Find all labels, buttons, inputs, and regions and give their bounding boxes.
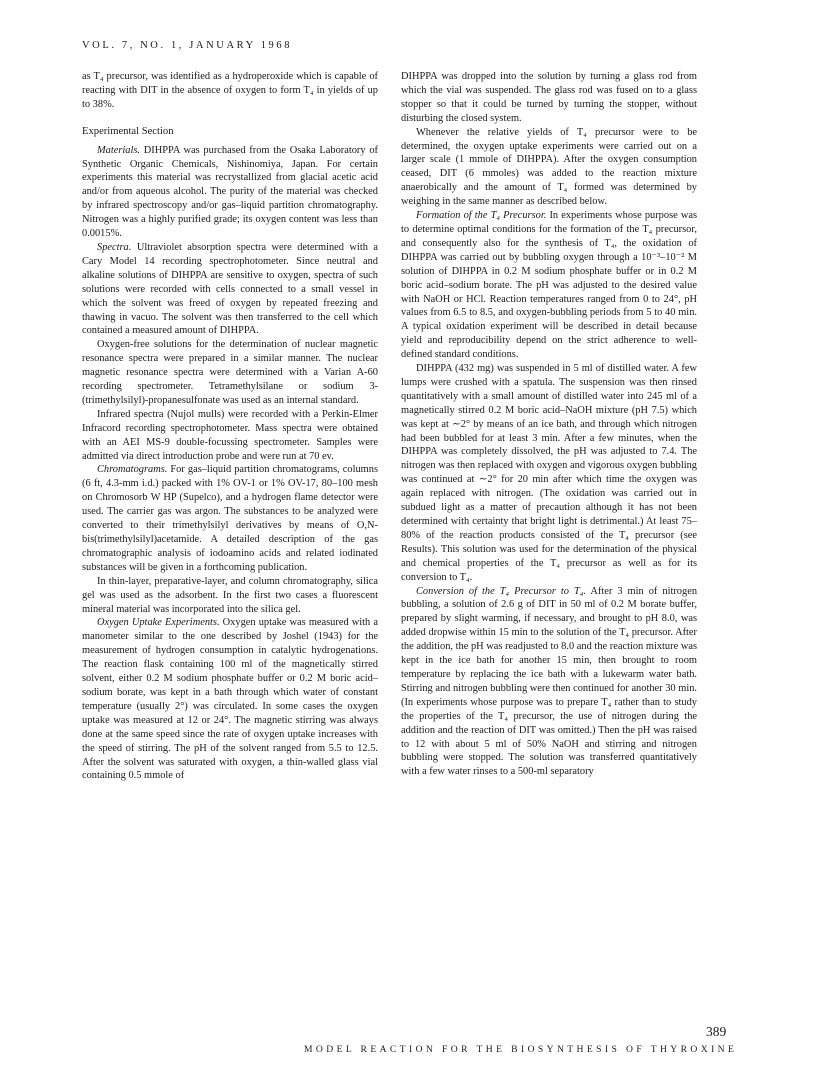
paragraph — [401, 209, 697, 362]
paragraph-text: as T₄ precursor, was identified as a hydroperoxide which is capable of reacting with DIT in the absence of oxygen to form T₄ in yields of up to 38%. — [82, 71, 378, 110]
paragraph-text: In experiments whose purpose was to determine optimal conditions for the formation of the T₄ precursor, and consequently also for the synthesis of T₄, the oxidation of DIHPPA was carried out by bubbling oxygen through a 10⁻³–10⁻² M solution of DIHPPA in 0.2 M sodium phosphate buffer or in 0.2 M boric acid–sodium borate. The pH was adjusted to the desired value with NaOH or HCl. Reaction temperatures ranged from 0 to 24°, pH values from 6.5 to 8.5, and oxygen-bubbling periods from 5 to 40 min. A typical oxidation experiment will be described in detail because yield and reproducibility depend on the strict adherence to well-defined standard conditions. — [401, 210, 698, 361]
paragraph — [401, 126, 697, 209]
paragraph — [401, 585, 697, 780]
paragraph — [82, 70, 378, 112]
paragraph — [82, 338, 378, 408]
right-text-column — [401, 70, 697, 779]
running-head: VOL. 7, NO. 1, JANUARY 1968 — [82, 40, 293, 51]
paragraph — [401, 362, 697, 585]
paragraph — [82, 144, 378, 241]
subsection-title: Spectra. — [97, 241, 132, 253]
subsection-title: Materials. — [97, 144, 141, 156]
paragraph — [82, 616, 378, 783]
paragraph — [401, 70, 697, 126]
paragraph-text: Oxygen uptake was measured with a manometer similar to the one described by Joshel (1943) for the measurement of hydrogen consumption in catalytic hydrogenations. The reaction flask containing 100 ml of the magnetically stirred solvent, either 0.2 M sodium phosphate buffer or 0.2 M boric acid–sodium borate, was kept in a bath through which water of constant temperature (usually 2°) was circulated. In some cases the oxygen uptake was measured at 12 or 24°. The magnetic stirring was always done at the same speed since the rate of oxygen uptake increases with the speed of stirring. The pH of the solvent ranged from 5.5 to 12.5. After the solvent was saturated with oxygen, a thin-walled glass vial containing 0.5 mmole of — [82, 617, 378, 782]
paragraph-text: DIHPPA was dropped into the solution by turning a glass rod from which the vial was suspended. The glass rod was fused on to a glass stopper so that it could be turned by turning the stopper, without disturbing the closed system. — [401, 71, 697, 124]
subsection-title: Formation of the T₄ Precursor. — [416, 210, 547, 222]
paragraph-text: After 3 min of nitrogen bubbling, a solution of 2.6 g of DIT in 50 ml of 0.2 M borate buffer, prepared by slight warming, if necessary, and brought to pH 8.0, was added dropwise within 15 min to the solution of the T₄ precursor. After the addition, the pH was readjusted to 8.0 and the reaction mixture was kept in the ice bath for another 15 min, then brought to room temperature by replacing the ice bath with a lukewarm water bath. Stirring and nitrogen bubbling were then continued for another 30 min. (In experiments whose purpose was to prepare T₄ rather than to study the properties of the T₄ precursor, the use of nitrogen during the addition and the reaction of DIT was omitted.) Then the pH was raised to 12 with about 5 ml of 50% NaOH and stirring and nitrogen bubbling were stopped. The solution was transferred quantitatively with a few water rinses to a 500-ml separatory — [401, 585, 698, 778]
paragraph — [82, 241, 378, 338]
subsection-title: Oxygen Uptake Experiments. — [97, 617, 220, 629]
paragraph — [82, 408, 378, 464]
left-text-column — [82, 70, 378, 783]
paragraph-text: Whenever the relative yields of T₄ precursor were to be determined, the oxygen uptake experiments were carried out on a larger scale (1 mmole of DIHPPA). After the oxygen consumption ceased, DIT (6 mmoles) was added to the reaction mixture anaerobically and the amount of T₄ formed was determined by weighing in the same manner as described below. — [401, 126, 697, 208]
page-number: 389 — [706, 1024, 727, 1039]
paragraph-text: In thin-layer, preparative-layer, and column chromatography, silica gel was used as the adsorbent. In the first two cases a fluorescent mineral material was incorporated into the silica gel. — [82, 575, 378, 615]
paragraph-text: Ultraviolet absorption spectra were determined with a Cary Model 14 recording spectrophotometer. Since neutral and alkaline solutions of DIHPPA are sensitive to oxygen, spectra of such solutions were recorded with cells connected to a small vessel in which the solvent was freed of oxygen by repeated freezing and thawing in vacuo. The solvent was then transferred to the cell which contained a measured amount of DIHPPA. — [82, 241, 378, 337]
running-foot: MODEL REACTION FOR THE BIOSYNTHESIS OF THYROXINE — [304, 1044, 738, 1055]
paragraph-text: DIHPPA was purchased from the Osaka Laboratory of Synthetic Organic Chemicals, Nishinomiya, Japan. For certain experiments this material was recrystallized from glacial acetic acid and/or from aqueous alcohol. The purity of the material was checked by infrared spectroscopy and/or gas–liquid partition chromatography. Nitrogen was a highly purified grade; its oxygen content was less than 0.0015%. — [82, 144, 378, 240]
subsection-title: Conversion of the T₄ Precursor to T₄. — [416, 585, 586, 597]
paragraph-text: Oxygen-free solutions for the determination of nuclear magnetic resonance spectra were prepared in a similar manner. The nuclear magnetic resonance spectra were determined with a Varian A-60 recording spectrometer. Tetramethylsilane or sodium 3-(trimethylsilyl)-propanesulfonate was used as an internal standard. — [82, 339, 378, 406]
paragraph-text: For gas–liquid partition chromatograms, columns (6 ft, 4.3-mm i.d.) packed with 1% OV-1 or 1% OV-17, 80–100 mesh on Chromosorb W HP (Supelco), and a hydrogen flame detector were used. The carrier gas was argon. The substances to be analyzed were converted to their trimethylsilyl derivatives by means of O,N-bis(trimethylsilyl)acetamide. A detailed description of the gas chromatographic analysis of iodoamino acids and related iodinated substances will be given in a forthcoming publication. — [82, 464, 378, 573]
paragraph — [82, 463, 378, 574]
paragraph-text: DIHPPA (432 mg) was suspended in 5 ml of distilled water. A few lumps were crushed with a spatula. The suspension was then rinsed quantitatively with a small amount of distilled water into 245 ml of a magnetically stirred 0.2 M boric acid–NaOH mixture (pH 7.5) which was kept at ∼2° by means of an ice bath, and through which nitrogen had been bubbled for at least 3 min. After a few minutes, when the DIHPPA was completely dissolved, the pH was adjusted to 7.4. The nitrogen was then replaced with oxygen and vigorous oxygen bubbling was continued at ∼2° for 20 min after which time the oxygen was again replaced with nitrogen. (The oxidation was carried out in subdued light as a matter of precaution although it has not been determined with certainty that bright light is detrimental.) At least 75–80% of the reaction products consisted of the T₄ precursor (see Results). This solution was used for the determination of the physical and chemical properties of the T₄ precursor as well as for its conversion to T₄. — [401, 363, 697, 583]
paragraph-text: Infrared spectra (Nujol mulls) were recorded with a Perkin-Elmer Infracord recording spectrophotometer. Mass spectra were obtained with an AEI MS-9 double-focussing spectrometer. Samples were admitted via direct introduction probe and were run at 70 ev. — [82, 408, 378, 462]
subsection-title: Chromatograms. — [97, 464, 168, 476]
section-heading: Experimental Section — [82, 125, 174, 137]
paragraph — [82, 575, 378, 617]
